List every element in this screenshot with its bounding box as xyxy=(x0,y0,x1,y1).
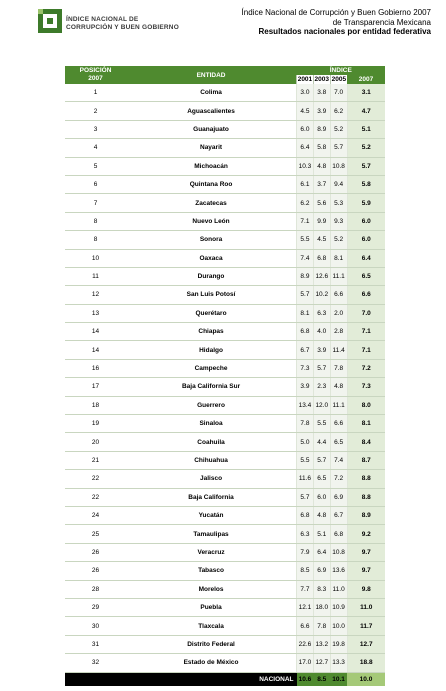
value-2005-cell: 6.9 xyxy=(330,488,347,506)
value-2001-cell: 3.0 xyxy=(297,84,314,102)
value-2007-cell: 12.7 xyxy=(347,635,385,653)
value-2001-cell: 6.7 xyxy=(297,341,314,359)
table-row xyxy=(65,304,385,322)
value-2001-cell: 6.0 xyxy=(297,120,314,138)
value-2005-cell: 10.0 xyxy=(330,617,347,635)
value-2003-cell: 3.8 xyxy=(313,84,330,102)
value-2001-cell: 3.9 xyxy=(297,378,314,396)
column-header-position: POSICIÓN 2007 xyxy=(65,66,126,84)
value-2005-cell: 11.4 xyxy=(330,341,347,359)
value-2007-cell: 8.7 xyxy=(347,451,385,469)
value-2005-cell: 5.3 xyxy=(330,194,347,212)
value-2005-cell: 7.4 xyxy=(330,451,347,469)
logo-text xyxy=(66,16,179,32)
value-2007-cell: 5.2 xyxy=(347,139,385,157)
value-2001-cell: 5.7 xyxy=(297,286,314,304)
logo-line-2: CORRUPCIÓN Y BUEN GOBIERNO xyxy=(66,24,179,31)
value-2001-cell: 11.6 xyxy=(297,470,314,488)
value-2001-cell: 6.1 xyxy=(297,175,314,193)
value-2005-cell: 4.8 xyxy=(330,378,347,396)
table-row xyxy=(65,396,385,414)
total-2001-cell: 10.6 xyxy=(297,672,314,686)
value-2007-cell: 6.0 xyxy=(347,231,385,249)
table-row xyxy=(65,341,385,359)
value-2001-cell: 10.3 xyxy=(297,157,314,175)
entity-cell: Distrito Federal xyxy=(126,635,297,653)
table-row xyxy=(65,488,385,506)
value-2001-cell: 7.8 xyxy=(297,415,314,433)
value-2001-cell: 13.4 xyxy=(297,396,314,414)
value-2007-cell: 18.8 xyxy=(347,654,385,672)
logo xyxy=(38,9,188,43)
value-2003-cell: 4.8 xyxy=(313,506,330,524)
rank-cell: 3 xyxy=(65,120,126,138)
table-row xyxy=(65,635,385,653)
rank-cell: 10 xyxy=(65,249,126,267)
value-2005-cell: 11.1 xyxy=(330,396,347,414)
value-2007-cell: 11.0 xyxy=(347,598,385,616)
value-2001-cell: 5.0 xyxy=(297,433,314,451)
year-header: 2005 xyxy=(331,76,347,83)
value-2001-cell: 6.3 xyxy=(297,525,314,543)
value-2003-cell: 5.7 xyxy=(313,359,330,377)
value-2007-cell: 6.5 xyxy=(347,267,385,285)
rank-cell: 32 xyxy=(65,654,126,672)
entity-cell: Morelos xyxy=(126,580,297,598)
entity-cell: Tamaulipas xyxy=(126,525,297,543)
value-2007-cell: 8.1 xyxy=(347,415,385,433)
column-header-index: ÍNDICE xyxy=(297,66,385,75)
rank-cell: 28 xyxy=(65,580,126,598)
table-row xyxy=(65,525,385,543)
value-2007-cell: 9.7 xyxy=(347,562,385,580)
table-row xyxy=(65,286,385,304)
value-2001-cell: 8.5 xyxy=(297,562,314,580)
value-2007-cell: 8.9 xyxy=(347,506,385,524)
value-2003-cell: 9.9 xyxy=(313,212,330,230)
entity-cell: Colima xyxy=(126,84,297,102)
table-row xyxy=(65,598,385,616)
entity-cell: Chihuahua xyxy=(126,451,297,469)
value-2007-cell: 8.0 xyxy=(347,396,385,414)
rank-cell: 8 xyxy=(65,212,126,230)
value-2003-cell: 5.8 xyxy=(313,139,330,157)
value-2007-cell: 5.9 xyxy=(347,194,385,212)
entity-cell: Jalisco xyxy=(126,470,297,488)
value-2001-cell: 12.1 xyxy=(297,598,314,616)
value-2003-cell: 8.9 xyxy=(313,120,330,138)
value-2003-cell: 6.5 xyxy=(313,470,330,488)
table-body xyxy=(65,84,385,686)
rank-cell: 22 xyxy=(65,470,126,488)
value-2001-cell: 7.9 xyxy=(297,543,314,561)
table-row xyxy=(65,194,385,212)
value-2001-cell: 7.7 xyxy=(297,580,314,598)
rank-cell: 8 xyxy=(65,231,126,249)
value-2003-cell: 10.2 xyxy=(313,286,330,304)
value-2005-cell: 8.1 xyxy=(330,249,347,267)
value-2007-cell: 7.3 xyxy=(347,378,385,396)
value-2005-cell: 2.0 xyxy=(330,304,347,322)
logo-mark-icon xyxy=(38,9,62,33)
rank-cell: 2 xyxy=(65,102,126,120)
value-2001-cell: 7.1 xyxy=(297,212,314,230)
entity-cell: Zacatecas xyxy=(126,194,297,212)
value-2005-cell: 6.8 xyxy=(330,525,347,543)
table-row xyxy=(65,433,385,451)
value-2003-cell: 12.7 xyxy=(313,654,330,672)
total-row xyxy=(65,672,385,686)
value-2003-cell: 4.0 xyxy=(313,323,330,341)
rank-cell: 7 xyxy=(65,194,126,212)
entity-cell: Veracruz xyxy=(126,543,297,561)
value-2005-cell: 13.6 xyxy=(330,562,347,580)
value-2003-cell: 3.9 xyxy=(313,102,330,120)
table-row xyxy=(65,617,385,635)
value-2001-cell: 5.5 xyxy=(297,451,314,469)
value-2005-cell: 19.8 xyxy=(330,635,347,653)
rank-cell: 6 xyxy=(65,175,126,193)
value-2003-cell: 2.3 xyxy=(313,378,330,396)
value-2007-cell: 4.7 xyxy=(347,102,385,120)
table-row xyxy=(65,323,385,341)
entity-cell: Campeche xyxy=(126,359,297,377)
year-header: 2003 xyxy=(314,76,329,83)
rank-cell: 31 xyxy=(65,635,126,653)
value-2005-cell: 9.4 xyxy=(330,175,347,193)
value-2003-cell: 13.2 xyxy=(313,635,330,653)
rank-cell: 4 xyxy=(65,139,126,157)
value-2003-cell: 7.8 xyxy=(313,617,330,635)
header-subtitle: de Transparencia Mexicana xyxy=(332,17,431,27)
year-header: 2007 xyxy=(347,75,385,84)
value-2001-cell: 17.0 xyxy=(297,654,314,672)
rank-cell: 14 xyxy=(65,341,126,359)
value-2001-cell: 7.3 xyxy=(297,359,314,377)
value-2003-cell: 6.4 xyxy=(313,543,330,561)
value-2007-cell: 8.8 xyxy=(347,488,385,506)
entity-cell: Yucatán xyxy=(126,506,297,524)
total-2007-cell: 10.0 xyxy=(347,672,385,686)
entity-cell: San Luis Potosí xyxy=(126,286,297,304)
value-2005-cell: 11.0 xyxy=(330,580,347,598)
table-row xyxy=(65,267,385,285)
value-2005-cell: 6.7 xyxy=(330,506,347,524)
entity-cell: Sonora xyxy=(126,231,297,249)
year-header: 2001 xyxy=(297,76,313,83)
value-2003-cell: 6.9 xyxy=(313,562,330,580)
table-row xyxy=(65,470,385,488)
value-2001-cell: 5.5 xyxy=(297,231,314,249)
value-2007-cell: 5.1 xyxy=(347,120,385,138)
value-2007-cell: 8.8 xyxy=(347,470,385,488)
table-row xyxy=(65,378,385,396)
value-2005-cell: 10.9 xyxy=(330,598,347,616)
value-2007-cell: 5.7 xyxy=(347,157,385,175)
value-2007-cell: 11.7 xyxy=(347,617,385,635)
column-header-entity: ENTIDAD xyxy=(126,66,297,84)
header-title: Índice Nacional de Corrupción y Buen Gobierno 2007 xyxy=(241,8,431,17)
table-row xyxy=(65,359,385,377)
value-2001-cell: 7.4 xyxy=(297,249,314,267)
value-2003-cell: 3.9 xyxy=(313,341,330,359)
value-2005-cell: 5.2 xyxy=(330,120,347,138)
value-2007-cell: 7.1 xyxy=(347,341,385,359)
value-2007-cell: 5.8 xyxy=(347,175,385,193)
value-2001-cell: 6.2 xyxy=(297,194,314,212)
entity-cell: Nayarit xyxy=(126,139,297,157)
value-2005-cell: 7.2 xyxy=(330,470,347,488)
rank-cell: 18 xyxy=(65,396,126,414)
entity-cell: Coahuila xyxy=(126,433,297,451)
value-2005-cell: 2.8 xyxy=(330,323,347,341)
total-2003-cell: 8.5 xyxy=(313,672,330,686)
value-2007-cell: 9.7 xyxy=(347,543,385,561)
rank-cell: 26 xyxy=(65,543,126,561)
value-2001-cell: 6.6 xyxy=(297,617,314,635)
rank-cell: 24 xyxy=(65,506,126,524)
rank-cell: 26 xyxy=(65,562,126,580)
table-row xyxy=(65,580,385,598)
table-row xyxy=(65,157,385,175)
table-row xyxy=(65,543,385,561)
value-2007-cell: 7.2 xyxy=(347,359,385,377)
value-2003-cell: 5.7 xyxy=(313,451,330,469)
value-2001-cell: 5.7 xyxy=(297,488,314,506)
rank-cell: 5 xyxy=(65,157,126,175)
value-2007-cell: 9.2 xyxy=(347,525,385,543)
value-2005-cell: 7.0 xyxy=(330,84,347,102)
value-2007-cell: 7.1 xyxy=(347,323,385,341)
value-2007-cell: 6.4 xyxy=(347,249,385,267)
results-table xyxy=(65,66,385,686)
rank-cell: 19 xyxy=(65,415,126,433)
rank-cell: 30 xyxy=(65,617,126,635)
total-2005-cell: 10.1 xyxy=(330,672,347,686)
document-header xyxy=(201,8,431,37)
value-2005-cell: 7.8 xyxy=(330,359,347,377)
rank-cell: 29 xyxy=(65,598,126,616)
value-2003-cell: 3.7 xyxy=(313,175,330,193)
value-2003-cell: 8.3 xyxy=(313,580,330,598)
table-row xyxy=(65,562,385,580)
rank-cell: 12 xyxy=(65,286,126,304)
value-2005-cell: 11.1 xyxy=(330,267,347,285)
value-2003-cell: 4.5 xyxy=(313,231,330,249)
entity-cell: Chiapas xyxy=(126,323,297,341)
entity-cell: Puebla xyxy=(126,598,297,616)
table-header-row xyxy=(65,66,385,75)
value-2003-cell: 12.0 xyxy=(313,396,330,414)
value-2001-cell: 6.8 xyxy=(297,323,314,341)
entity-cell: Guerrero xyxy=(126,396,297,414)
entity-cell: Aguascalientes xyxy=(126,102,297,120)
table-row xyxy=(65,415,385,433)
entity-cell: Hidalgo xyxy=(126,341,297,359)
entity-cell: Quintana Roo xyxy=(126,175,297,193)
value-2007-cell: 7.0 xyxy=(347,304,385,322)
value-2007-cell: 9.8 xyxy=(347,580,385,598)
value-2007-cell: 3.1 xyxy=(347,84,385,102)
table-row xyxy=(65,102,385,120)
entity-cell: Tabasco xyxy=(126,562,297,580)
value-2001-cell: 4.5 xyxy=(297,102,314,120)
value-2003-cell: 5.1 xyxy=(313,525,330,543)
entity-cell: Estado de México xyxy=(126,654,297,672)
value-2005-cell: 5.7 xyxy=(330,139,347,157)
value-2001-cell: 8.9 xyxy=(297,267,314,285)
table-row xyxy=(65,212,385,230)
entity-cell: Baja California xyxy=(126,488,297,506)
logo-line-1: ÍNDICE NACIONAL DE xyxy=(66,16,139,23)
value-2003-cell: 6.3 xyxy=(313,304,330,322)
table-row xyxy=(65,231,385,249)
value-2005-cell: 9.3 xyxy=(330,212,347,230)
table-row xyxy=(65,451,385,469)
rank-cell: 25 xyxy=(65,525,126,543)
total-label: NACIONAL xyxy=(65,672,297,686)
header-section-title: Resultados nacionales por entidad federativa xyxy=(258,27,431,36)
table-row xyxy=(65,84,385,102)
rank-cell: 13 xyxy=(65,304,126,322)
entity-cell: Oaxaca xyxy=(126,249,297,267)
value-2001-cell: 8.1 xyxy=(297,304,314,322)
entity-cell: Durango xyxy=(126,267,297,285)
value-2003-cell: 12.6 xyxy=(313,267,330,285)
rank-cell: 20 xyxy=(65,433,126,451)
rank-cell: 14 xyxy=(65,323,126,341)
entity-cell: Querétaro xyxy=(126,304,297,322)
value-2005-cell: 6.6 xyxy=(330,415,347,433)
entity-cell: Tlaxcala xyxy=(126,617,297,635)
value-2007-cell: 6.6 xyxy=(347,286,385,304)
entity-cell: Guanajuato xyxy=(126,120,297,138)
table-row xyxy=(65,654,385,672)
table-row xyxy=(65,506,385,524)
value-2001-cell: 6.8 xyxy=(297,506,314,524)
value-2005-cell: 5.2 xyxy=(330,231,347,249)
value-2001-cell: 22.6 xyxy=(297,635,314,653)
value-2005-cell: 10.8 xyxy=(330,157,347,175)
entity-cell: Nuevo León xyxy=(126,212,297,230)
value-2007-cell: 8.4 xyxy=(347,433,385,451)
value-2003-cell: 18.0 xyxy=(313,598,330,616)
value-2003-cell: 5.6 xyxy=(313,194,330,212)
table-row xyxy=(65,249,385,267)
value-2005-cell: 6.5 xyxy=(330,433,347,451)
value-2003-cell: 4.4 xyxy=(313,433,330,451)
rank-cell: 11 xyxy=(65,267,126,285)
rank-cell: 22 xyxy=(65,488,126,506)
value-2007-cell: 6.0 xyxy=(347,212,385,230)
rank-cell: 17 xyxy=(65,378,126,396)
table-row xyxy=(65,120,385,138)
value-2003-cell: 6.8 xyxy=(313,249,330,267)
value-2003-cell: 4.8 xyxy=(313,157,330,175)
value-2001-cell: 6.4 xyxy=(297,139,314,157)
value-2003-cell: 5.5 xyxy=(313,415,330,433)
rank-cell: 16 xyxy=(65,359,126,377)
table-row xyxy=(65,139,385,157)
value-2005-cell: 6.2 xyxy=(330,102,347,120)
entity-cell: Michoacán xyxy=(126,157,297,175)
value-2005-cell: 13.3 xyxy=(330,654,347,672)
entity-cell: Sinaloa xyxy=(126,415,297,433)
rank-cell: 1 xyxy=(65,84,126,102)
value-2005-cell: 6.6 xyxy=(330,286,347,304)
rank-cell: 21 xyxy=(65,451,126,469)
entity-cell: Baja California Sur xyxy=(126,378,297,396)
value-2003-cell: 6.0 xyxy=(313,488,330,506)
table-row xyxy=(65,175,385,193)
value-2005-cell: 10.8 xyxy=(330,543,347,561)
